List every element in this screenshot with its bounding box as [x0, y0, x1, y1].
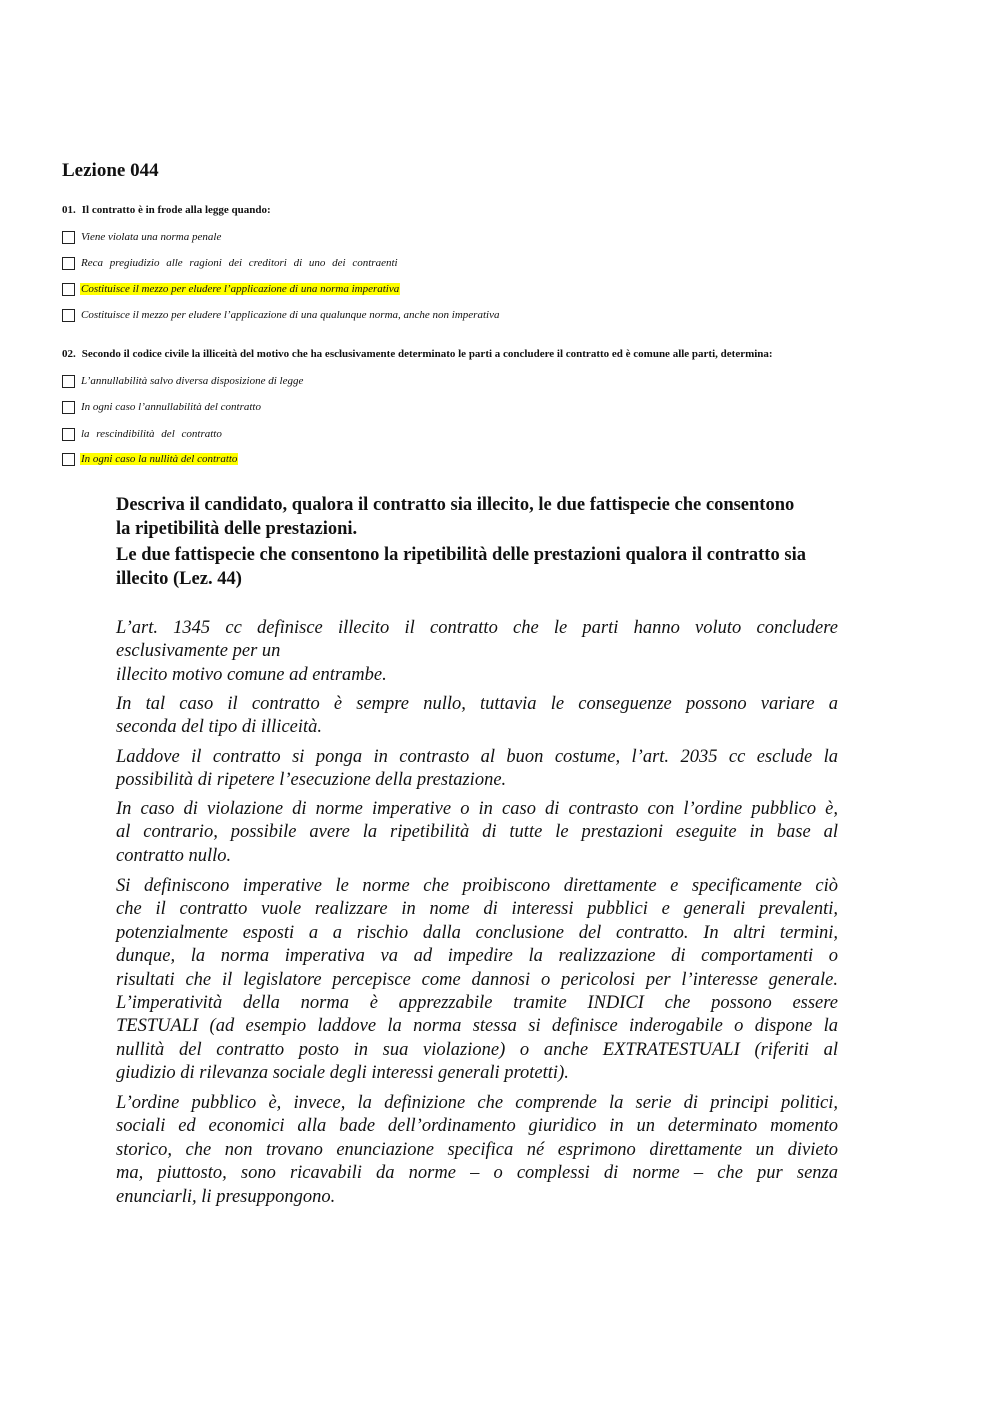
checkbox[interactable]: [62, 231, 75, 244]
essay-heading: Le due fattispecie che consentono la ripetibilità delle prestazioni qualora il contratto sia illecito (Lez. 44): [116, 545, 806, 589]
text-line: esclusivamente per un: [116, 641, 281, 662]
question-text: Secondo il codice civile la illiceità del motivo che ha esclusivamente determinato le parti a concludere il contratto ed è comune alle parti, determina:: [81, 348, 773, 360]
text-line: L’imperatività della norma è apprezzabile tramite INDICI che possono essere: [116, 993, 838, 1014]
answer-paragraph-1: [116, 617, 838, 687]
answer-paragraph-6: [116, 1092, 838, 1209]
essay-question: Descriva il candidato, qualora il contratto sia illecito, le due fattispecie che consentono la ripetibilità delle prestazioni.: [116, 495, 795, 539]
checkbox[interactable]: [62, 453, 75, 466]
text-line: storico, che non trovano enunciazione specifica né esprimono direttamente un divieto: [116, 1139, 838, 1160]
answer-paragraph-2: [116, 693, 838, 740]
text-line: In caso di violazione di norme imperative o in caso di contrasto con l’ordine pubblico è,: [116, 799, 838, 819]
text-line: TESTUALI (ad esempio laddove la norma stessa si definisce inderogabile o dispone la: [116, 1016, 838, 1037]
option-text-highlighted: Costituisce il mezzo per eludere l’applicazione di una norma imperativa: [81, 283, 400, 295]
option-2d-correct[interactable]: [62, 451, 238, 467]
checkbox[interactable]: [62, 375, 75, 388]
text-line: contratto nullo.: [116, 845, 232, 866]
question-number: 02.: [62, 348, 76, 360]
text-line: giudizio di rilevanza sociale degli interessi generali protetti).: [116, 1063, 569, 1084]
option-2a[interactable]: [62, 373, 304, 389]
text-line: In tal caso il contratto è sempre nullo, tuttavia le conseguenze possono variare a: [116, 694, 838, 714]
checkbox[interactable]: [62, 309, 75, 322]
answer-paragraph-3: [116, 746, 838, 793]
text-line: ma, piuttosto, sono ricavabili da norme – o complessi di norme – che pur senza: [116, 1163, 838, 1184]
text-line: che il contratto vuole realizzare in nome di interessi pubblici e generali prevalenti,: [116, 899, 838, 920]
text-line: seconda del tipo di illiceità.: [116, 717, 323, 738]
option-2b[interactable]: [62, 399, 262, 415]
option-text: Reca pregiudizio alle ragioni dei creditori di uno dei contraenti: [81, 257, 398, 269]
lesson-title: Lezione 044: [62, 160, 159, 181]
option-text: la rescindibilità del contratto: [81, 428, 222, 440]
text-line: possibilità di ripetere l’esecuzione della prestazione.: [116, 770, 507, 791]
text-line: al contrario, possibile avere la ripetibilità di tutte le prestazioni eseguite in base al: [116, 822, 838, 843]
text-line: L’art. 1345 cc definisce illecito il contratto che le parti hanno voluto concludere: [116, 618, 838, 638]
option-text-highlighted: In ogni caso la nullità del contratto: [81, 453, 238, 465]
option-text: Costituisce il mezzo per eludere l’applicazione di una qualunque norma, anche non imperativa: [81, 309, 500, 321]
text-line: risultati che il legislatore percepisce come dannosi o pericolosi per l’interesse generale.: [116, 969, 838, 990]
text-line: enunciarli, li presuppongono.: [116, 1186, 336, 1207]
option-1b[interactable]: [62, 255, 399, 271]
text-line: Si definiscono imperative le norme che proibiscono direttamente e specificamente ciò: [116, 876, 838, 896]
text-line: Laddove il contratto si ponga in contrasto al buon costume, l’art. 2035 cc esclude la: [116, 747, 838, 767]
option-1a[interactable]: [62, 229, 222, 245]
option-1c-correct[interactable]: [62, 281, 400, 297]
text-line: L’ordine pubblico è, invece, la definizione che comprende la serie di principi politici,: [116, 1093, 838, 1113]
question-2: [62, 348, 773, 360]
text-line: illecito motivo comune ad entrambe.: [116, 664, 387, 685]
checkbox[interactable]: [62, 401, 75, 414]
text-line: sociali ed economici alla bade dell’ordinamento giuridico in un determinato momento: [116, 1116, 838, 1137]
answer-paragraph-5: [116, 875, 838, 1086]
text-line: potenzialmente esposti a a rischio dalla conclusione del contratto. In altri termini,: [116, 922, 838, 943]
option-2c[interactable]: [62, 426, 223, 442]
option-text: Viene violata una norma penale: [81, 231, 222, 243]
question-number: 01.: [62, 204, 76, 216]
text-line: nullità del contratto posto in sua violazione) o anche EXTRATESTUALI (riferiti al: [116, 1039, 838, 1060]
checkbox[interactable]: [62, 257, 75, 270]
answer-paragraph-4: [116, 798, 838, 868]
checkbox[interactable]: [62, 283, 75, 296]
option-text: In ogni caso l’annullabilità del contratto: [81, 401, 261, 413]
option-text: L’annullabilità salvo diversa disposizione di legge: [81, 375, 304, 387]
option-1d[interactable]: [62, 307, 500, 323]
question-1: [62, 204, 271, 216]
question-text: Il contratto è in frode alla legge quando:: [81, 204, 271, 216]
text-line: dunque, la norma imperativa va ad impedire la realizzazione di comportamenti o: [116, 946, 838, 967]
checkbox[interactable]: [62, 428, 75, 441]
